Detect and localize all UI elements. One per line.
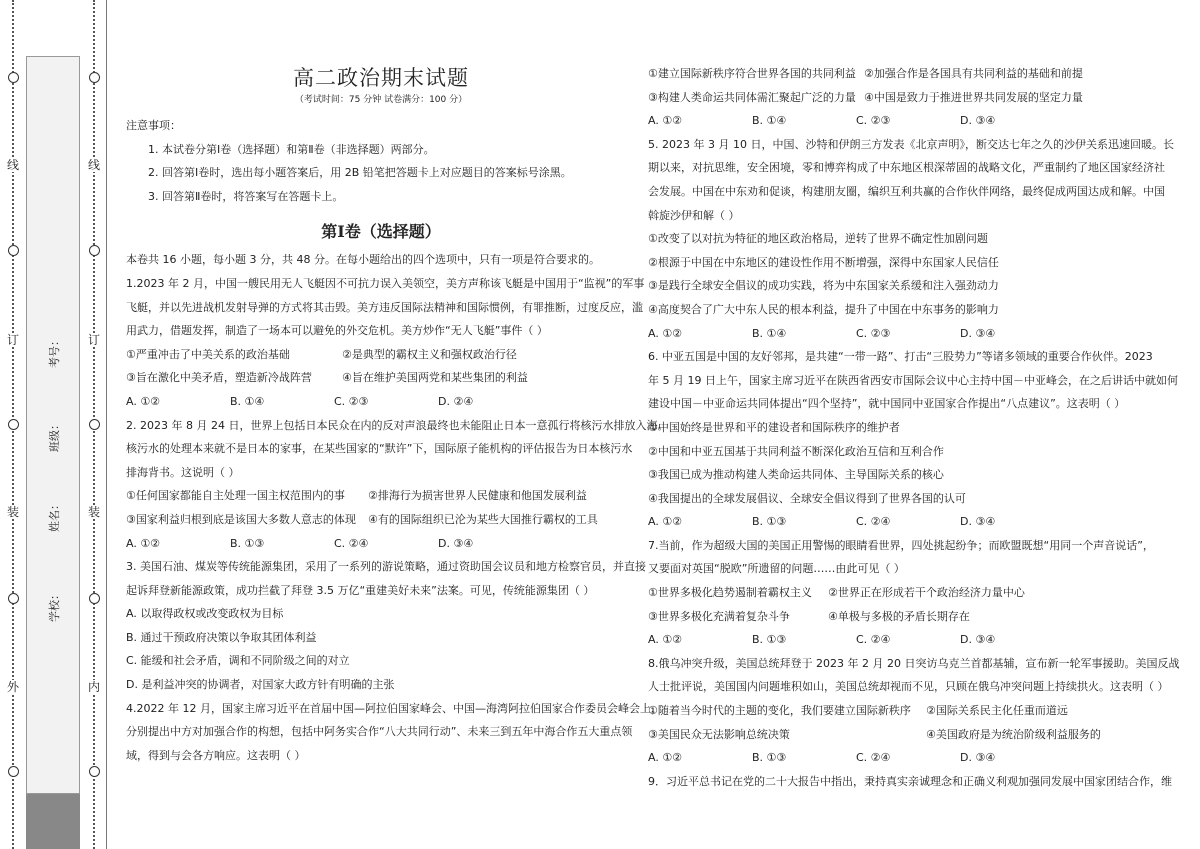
class-field: 班级： [48, 419, 61, 452]
statement: ①改变了以对抗为特征的地区政治格局，逆转了世界不确定性加剧问题 [648, 232, 988, 246]
answer-options [648, 746, 1168, 770]
statement: ①中国始终是世界和平的建设者和国际秩序的维护者 [648, 420, 900, 434]
answer-option[interactable]: D. ③④ [438, 536, 474, 550]
statement: ②根源于中国在中东地区的建设性作用不断增强，深得中东国家人民信任 [648, 255, 999, 269]
name-field: 姓名： [48, 499, 61, 532]
hole-icon [8, 72, 19, 83]
hole-icon [89, 72, 100, 83]
cut-line-char: 装 [87, 505, 100, 519]
cut-line-char: 线 [87, 158, 100, 172]
statement: ③世界多极化充满着复杂斗争 [648, 609, 790, 623]
statement-row [648, 699, 1168, 723]
answer-option[interactable]: B. ①④ [752, 326, 787, 340]
question-text: 期以来，对抗思维，安全困境，零和博弈构成了中东地区根深蒂固的战略文化，严重制约了地区国家经济社 [648, 161, 1165, 175]
answer-option[interactable]: D. ③④ [960, 751, 996, 765]
statement: ④旨在维护美国两党和某些集团的利益 [342, 371, 528, 385]
answer-option[interactable]: B. ①③ [230, 536, 265, 550]
statement: ②排海行为损害世界人民健康和他国发展利益 [368, 489, 587, 503]
statement: ③国家利益归根到底是该国大多数人意志的体现 [126, 512, 356, 526]
hole-icon [89, 593, 100, 604]
statement: ②世界正在形成若干个政治经济力量中心 [828, 586, 1025, 600]
question-text: 起诉拜登新能源政策，成功拦截了拜登 3.5 万亿“重建美好未来”法案。可见，传统能源集团（ ） [126, 583, 595, 597]
statement: ②是典型的霸权主义和强权政治行径 [342, 347, 517, 361]
statement-row [648, 605, 1168, 629]
question-text: 人士批评说，美国国内问题堆积如山，美国总统却视而不见，只顾在俄乌冲突问题上持续拱火。这表明（ ） [648, 680, 1169, 694]
question-text: 分别提出中方对加强合作的构想，包括中阿务实合作“八大共同行动”、未来三到五年中海合作五大重点领 [126, 725, 633, 739]
statement: ③构建人类命运共同体需汇聚起广泛的力量 [648, 90, 856, 104]
answer-option[interactable]: B. 通过干预政府决策以争取其团体利益 [126, 630, 317, 644]
page-title: 高二政治期末试题 [293, 66, 469, 90]
hole-icon [89, 245, 100, 256]
answer-option[interactable]: D. ②④ [438, 394, 474, 408]
question-text: 1.2023 年 2 月，中国一艘民用无人飞艇因不可抗力误入美领空，美方声称该飞艇是中国用于“监视”的军事 [126, 276, 645, 290]
exam-info: （考试时间：75 分钟 试卷满分：100 分） [294, 95, 468, 105]
statement: ③是践行全球安全倡议的成功实践，将为中东国家关系缓和注入强劲动力 [648, 279, 999, 293]
answer-option[interactable]: D. ③④ [960, 633, 996, 647]
hole-icon [8, 245, 19, 256]
cut-line-char: 外 [6, 680, 19, 694]
section-title: 第Ⅰ卷（选择题） [321, 222, 441, 242]
statement-row [126, 484, 636, 508]
statement: ①随着当今时代的主题的变化，我们要建立国际新秩序 [648, 704, 911, 718]
hole-icon [8, 766, 19, 777]
question-text: 排海背书。这说明（ ） [126, 465, 240, 479]
student-info-panel [26, 56, 80, 849]
inner-cut-line [89, 0, 99, 849]
answer-options [126, 390, 636, 414]
question-text: 域，得到与会各方响应。这表明（ ） [126, 748, 306, 762]
statement: ④有的国际组织已沦为某些大国推行霸权的工具 [368, 512, 598, 526]
statement: ④我国提出的全球发展倡议、全球安全倡议得到了世界各国的认可 [648, 491, 966, 505]
answer-option[interactable]: A. 以取得政权或改变政权为目标 [126, 607, 284, 621]
answer-option[interactable]: A. ①② [126, 536, 161, 550]
notes-heading: 注意事项： [126, 119, 181, 132]
outer-cut-line [8, 0, 18, 849]
answer-option[interactable]: A. ①② [648, 326, 683, 340]
statement: ④单极与多极的矛盾长期存在 [828, 609, 970, 623]
left-column [126, 60, 669, 767]
question-text: 会发展。中国在中东劝和促谈，构建朋友圈，编织互利共赢的合作伙伴网络，最终促成两国达成和解。中国 [648, 184, 1165, 198]
answer-option[interactable]: D. ③④ [960, 326, 996, 340]
answer-option[interactable]: B. ①④ [752, 114, 787, 128]
answer-options [126, 532, 636, 556]
note-item: 1. 本试卷分第Ⅰ卷（选择题）和第Ⅱ卷（非选择题）两部分。 [148, 142, 435, 156]
answer-option[interactable]: A. ①② [648, 751, 683, 765]
answer-option[interactable]: C. ②④ [856, 633, 891, 647]
answer-option[interactable]: A. ①② [648, 633, 683, 647]
right-column [648, 62, 1180, 793]
cut-line-char: 订 [6, 333, 19, 347]
answer-option[interactable]: A. ①② [648, 515, 683, 529]
answer-option[interactable]: C. ②③ [856, 326, 891, 340]
question-text: 2. 2023 年 8 月 24 日，世界上包括日本民众在内的反对声浪最终也未能阻止日本一意孤行将核污水排放入海。 [126, 418, 669, 432]
cut-line-char: 内 [87, 680, 100, 694]
statement-row [126, 343, 636, 367]
statement: ④高度契合了广大中东人民的根本利益，提升了中国在中东事务的影响力 [648, 302, 999, 316]
note-item: 2. 回答第Ⅰ卷时，选出每小题答案后，用 2B 铅笔把答题卡上对应题目的答案标号涂黑。 [148, 166, 572, 180]
answer-option[interactable]: C. ②④ [856, 751, 891, 765]
statement-row [126, 508, 636, 532]
question-text: 又要面对英国“脱欧”所遗留的问题……由此可见（ ） [648, 562, 905, 576]
question-text: 核污水的处理本来就不是日本的家事，在某些国家的“默许”下，国际原子能机构的评估报告为日本核污水 [126, 442, 633, 456]
statement-row [648, 86, 1168, 110]
answer-option[interactable]: A. ①② [126, 394, 161, 408]
question-text: 4.2022 年 12 月，国家主席习近平在首届中国—阿拉伯国家峰会、中国—海湾阿拉伯国家合作委员会峰会上， [126, 701, 662, 715]
question-text: 5. 2023 年 3 月 10 日，中国、沙特和伊朗三方发表《北京声明》，断交达七年之久的沙伊关系迅速回暖。长 [648, 137, 1174, 151]
statement: ③旨在激化中美矛盾，塑造新冷战阵营 [126, 371, 312, 385]
answer-option[interactable]: C. ②④ [856, 515, 891, 529]
school-field: 学校： [48, 589, 61, 622]
answer-option[interactable]: B. ①④ [230, 394, 265, 408]
question-text: 9．习近平总书记在党的二十大报告中指出，秉持真实亲诚理念和正确义利观加强同发展中国家团结合作，维 [648, 774, 1172, 788]
section-intro: 本卷共 16 小题，每小题 3 分，共 48 分。在每小题给出的四个选项中，只有一项是符合要求的。 [126, 253, 600, 267]
binding-margin [0, 0, 110, 849]
answer-options [648, 628, 1168, 652]
question-text: 斡旋沙伊和解（ ） [648, 208, 740, 222]
statement-row [648, 581, 1168, 605]
answer-option[interactable]: B. ①③ [752, 633, 787, 647]
hole-icon [8, 593, 19, 604]
exam-number-field: 考号： [48, 335, 61, 368]
answer-option[interactable]: A. ①② [648, 114, 683, 128]
statement: ④美国政府是为统治阶级利益服务的 [926, 727, 1101, 741]
answer-option[interactable]: B. ①③ [752, 515, 787, 529]
statement: ④中国是致力于推进世界共同发展的坚定力量 [864, 90, 1083, 104]
answer-options [648, 510, 1168, 534]
statement: ③我国已成为推动构建人类命运共同体、主导国际关系的核心 [648, 468, 944, 482]
statement-row [648, 723, 1168, 747]
question-text: 飞艇，并以先进战机发射导弹的方式将其击毁。美方违反国际法精神和国际惯例，有罪推断，过度反应，滥 [126, 300, 643, 314]
statement-row [648, 62, 1168, 86]
hole-icon [89, 419, 100, 430]
question-text: 8.俄乌冲突升级，美国总统拜登于 2023 年 2 月 20 日突访乌克兰首都基辅，宣布新一轮军事援助。美国反战 [648, 656, 1180, 670]
answer-option[interactable]: D. ③④ [960, 515, 996, 529]
question-text: 年 5 月 19 日上午，国家主席习近平在陕西省西安市国际会议中心主持中国－中亚峰会，在之后讲话中就如何 [648, 373, 1178, 387]
answer-option[interactable]: B. ①③ [752, 751, 787, 765]
answer-option[interactable]: C. ②③ [856, 114, 891, 128]
hole-icon [8, 419, 19, 430]
cut-line-char: 线 [6, 158, 19, 172]
answer-option[interactable]: C. 能缓和社会矛盾，调和不同阶级之间的对立 [126, 654, 350, 668]
answer-options [648, 109, 1168, 133]
statement: ②中国和中亚五国基于共同利益不断深化政治互信和互利合作 [648, 444, 944, 458]
statement: ③美国民众无法影响总统决策 [648, 727, 790, 741]
statement: ①任何国家都能自主处理一国主权范围内的事 [126, 489, 345, 503]
answer-option[interactable]: C. ②③ [334, 394, 369, 408]
statement: ②国际关系民主化任重而道远 [926, 704, 1068, 718]
statement: ②加强合作是各国具有共同利益的基础和前提 [864, 67, 1083, 80]
question-text: 用武力，借题发挥，制造了一场本可以避免的外交危机。美方炒作“无人飞艇”事件（ ） [126, 324, 548, 338]
question-text: 3. 美国石油、煤炭等传统能源集团，采用了一系列的游说策略，通过资助国会议员和地方检察官员，并直接 [126, 560, 646, 574]
answer-option[interactable]: D. 是利益冲突的协调者，对国家大政方针有明确的主张 [126, 678, 395, 692]
note-item: 3. 回答第Ⅱ卷时，将答案写在答题卡上。 [148, 189, 344, 203]
statement: ①严重冲击了中美关系的政治基础 [126, 347, 290, 361]
question-text: 建设中国－中亚命运共同体提出“四个坚持”，就中国同中亚国家合作提出“八点建议”。这表明（ ） [648, 397, 1126, 411]
answer-option[interactable]: D. ③④ [960, 114, 996, 128]
answer-options [648, 322, 1168, 346]
cut-line-char: 订 [87, 333, 100, 347]
statement-row [126, 366, 636, 390]
answer-option[interactable]: C. ②④ [334, 536, 369, 550]
question-text: 6. 中亚五国是中国的友好邻邦，是共建“一带一路”、打击“三股势力”等诸多领域的重要合作伙伴。2023 [648, 350, 1153, 364]
hole-icon [89, 766, 100, 777]
statement: ①建立国际新秩序符合世界各国的共同利益 [648, 67, 856, 80]
cut-line-char: 装 [6, 505, 19, 519]
question-text: 7.当前，作为超级大国的美国正用警惕的眼睛看世界，四处挑起纷争；而欧盟既想“用同一个声音说话”， [648, 538, 1154, 552]
statement: ①世界多极化趋势遏制着霸权主义 [648, 586, 812, 600]
